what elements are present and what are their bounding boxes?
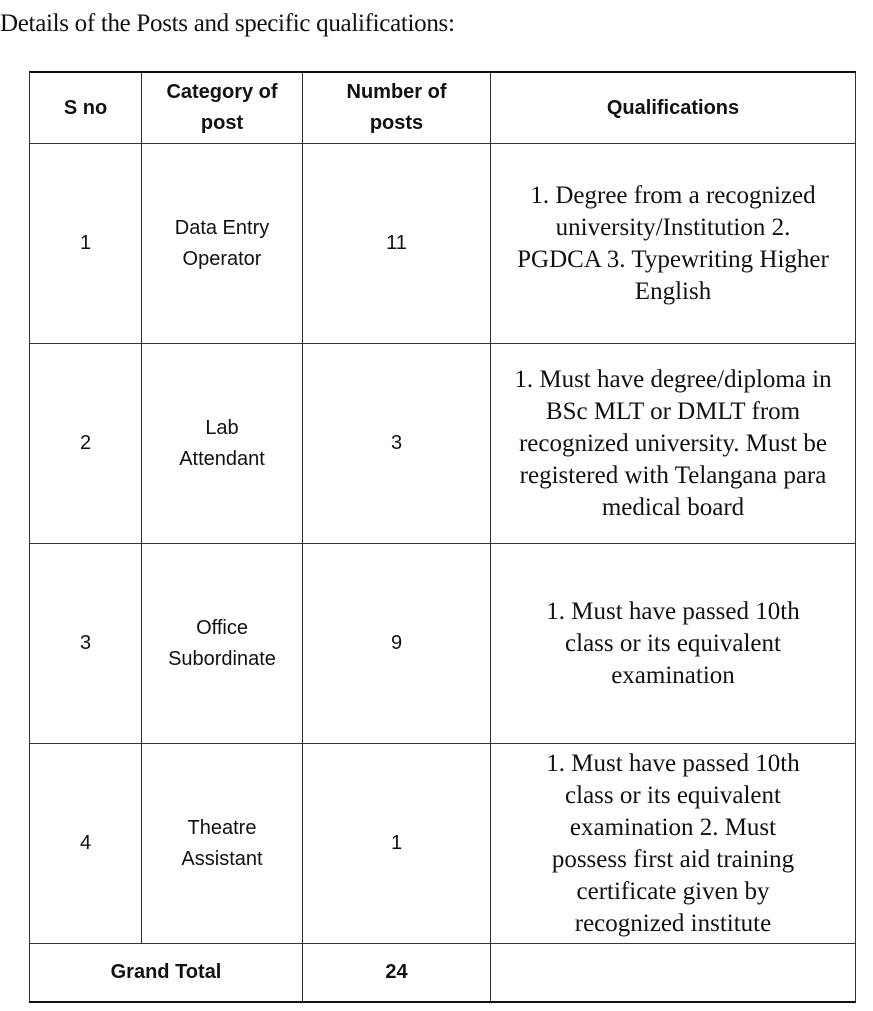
cell-category: Theatre Assistant bbox=[142, 744, 303, 944]
posts-table bbox=[29, 71, 856, 1003]
cell-sno: 3 bbox=[30, 544, 142, 744]
cell-category: Data Entry Operator bbox=[142, 144, 303, 344]
cell-sno: 1 bbox=[30, 144, 142, 344]
grand-total-row bbox=[30, 944, 856, 1003]
table-header-row bbox=[30, 72, 856, 144]
grand-total-qualifications bbox=[491, 944, 856, 1003]
cell-qualifications: 1. Degree from a recognized university/Institution 2. PGDCA 3. Typewriting Higher English bbox=[491, 144, 856, 344]
table-row bbox=[30, 344, 856, 544]
table-row bbox=[30, 144, 856, 344]
cell-posts: 11 bbox=[303, 144, 491, 344]
grand-total-value: 24 bbox=[303, 944, 491, 1003]
header-category: Category of post bbox=[142, 72, 303, 144]
grand-total-label: Grand Total bbox=[30, 944, 303, 1003]
table-row bbox=[30, 544, 856, 744]
header-number-of-posts: Number of posts bbox=[303, 72, 491, 144]
cell-qualifications: 1. Must have passed 10th class or its equivalent examination bbox=[491, 544, 856, 744]
cell-category: Office Subordinate bbox=[142, 544, 303, 744]
cell-sno: 4 bbox=[30, 744, 142, 944]
cell-category: Lab Attendant bbox=[142, 344, 303, 544]
cell-qualifications: 1. Must have degree/diploma in BSc MLT or DMLT from recognized university. Must be registered with Telangana para medical board bbox=[491, 344, 856, 544]
header-sno: S no bbox=[30, 72, 142, 144]
cell-posts: 3 bbox=[303, 344, 491, 544]
header-qualifications: Qualifications bbox=[491, 72, 856, 144]
cell-posts: 1 bbox=[303, 744, 491, 944]
cell-sno: 2 bbox=[30, 344, 142, 544]
table-row bbox=[30, 744, 856, 944]
cell-posts: 9 bbox=[303, 544, 491, 744]
section-heading: Details of the Posts and specific qualifications: bbox=[0, 10, 455, 37]
cell-qualifications: 1. Must have passed 10th class or its equivalent examination 2. Must possess first aid training certificate given by recognized institute bbox=[491, 744, 856, 944]
